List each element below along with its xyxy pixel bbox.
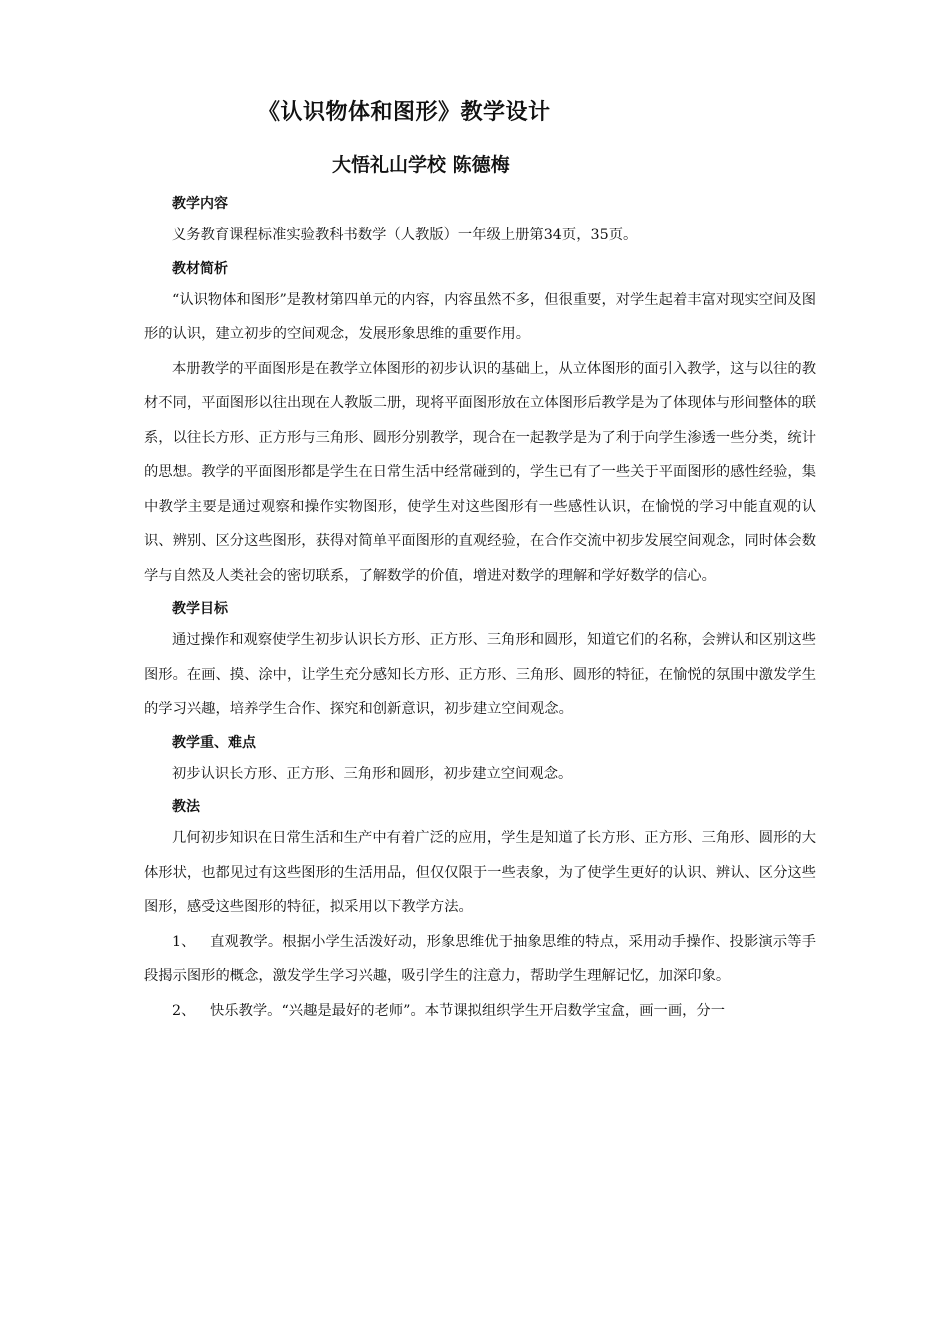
list-item-text: 快乐教学。“兴趣是最好的老师”。本节课拟组织学生开启数学宝盒，画一画，分一: [210, 1002, 726, 1019]
paragraph: 初步认识长方形、正方形、三角形和圆形，初步建立空间观念。: [172, 765, 573, 782]
list-item: [144, 925, 816, 994]
document-author: 大悟礼山学校 陈德梅: [332, 154, 510, 176]
paragraph: “认识物体和图形”是教材第四单元的内容，内容虽然不多，但很重要，对学生起着丰富对现实空间及图形的认识，建立初步的空间观念，发展形象思维的重要作用。: [144, 291, 816, 342]
document-title: 《认识物体和图形》教学设计: [258, 100, 551, 125]
list-item-text: 直观教学。根据小学生活泼好动，形象思维优于抽象思维的特点，采用动手操作、投影演示等手段揭示图形的概念，激发学生学习兴趣，吸引学生的注意力，帮助学生理解记忆，加深印象。: [144, 933, 816, 984]
section-heading-analysis: 教材简析: [172, 260, 228, 277]
section-heading-methods: 教法: [172, 799, 200, 815]
section-heading-content: 教学内容: [172, 196, 228, 212]
section-heading-keypoints: 教学重、难点: [172, 734, 256, 751]
paragraph: 本册教学的平面图形是在教学立体图形的初步认识的基础上，从立体图形的面引入教学，这与以往的教材不同，平面图形以往出现在人教版二册，现将平面图形放在立体图形后教学是为了体现体与形间整体的联系，以往长方形、正方形与三角形、圆形分别教学，现合在一起教学是为了利于向学生渗透一些分类，统计的思想。教学的平面图形都是学生在日常生活中经常碰到的，学生已有了一些关于平面图形的感性经验，集中教学主要是通过观察和操作实物图形，使学生对这些图形有一些感性认识，在愉悦的学习中能直观的认识、辨别、区分这些图形，获得对简单平面图形的直观经验，在合作交流中初步发展空间观念，同时体会数学与自然及人类社会的密切联系，了解数学的价值，增进对数学的理解和学好数学的信心。: [144, 360, 816, 584]
section-heading-goals: 教学目标: [172, 601, 228, 617]
list-item-number: 2、: [172, 1002, 196, 1019]
paragraph: 义务教育课程标准实验教科书数学（人教版）一年级上册第34页，35页。: [172, 227, 638, 243]
paragraph: 几何初步知识在日常生活和生产中有着广泛的应用，学生是知道了长方形、正方形、三角形、圆形的大体形状，也都见过有这些图形的生活用品，但仅仅限于一些表象，为了使学生更好的认识、辨认、区分这些图形，感受这些图形的特征，拟采用以下教学方法。: [144, 830, 816, 915]
paragraph: 通过操作和观察使学生初步认识长方形、正方形、三角形和圆形，知道它们的名称，会辨认和区别这些图形。在画、摸、涂中，让学生充分感知长方形、正方形、三角形、圆形的特征，在愉悦的氛围中激发学生的学习兴趣，培养学生合作、探究和创新意识，初步建立空间观念。: [144, 632, 816, 717]
list-item: [144, 994, 816, 1029]
document-body: [144, 188, 816, 1028]
list-item-number: 1、: [172, 933, 196, 950]
